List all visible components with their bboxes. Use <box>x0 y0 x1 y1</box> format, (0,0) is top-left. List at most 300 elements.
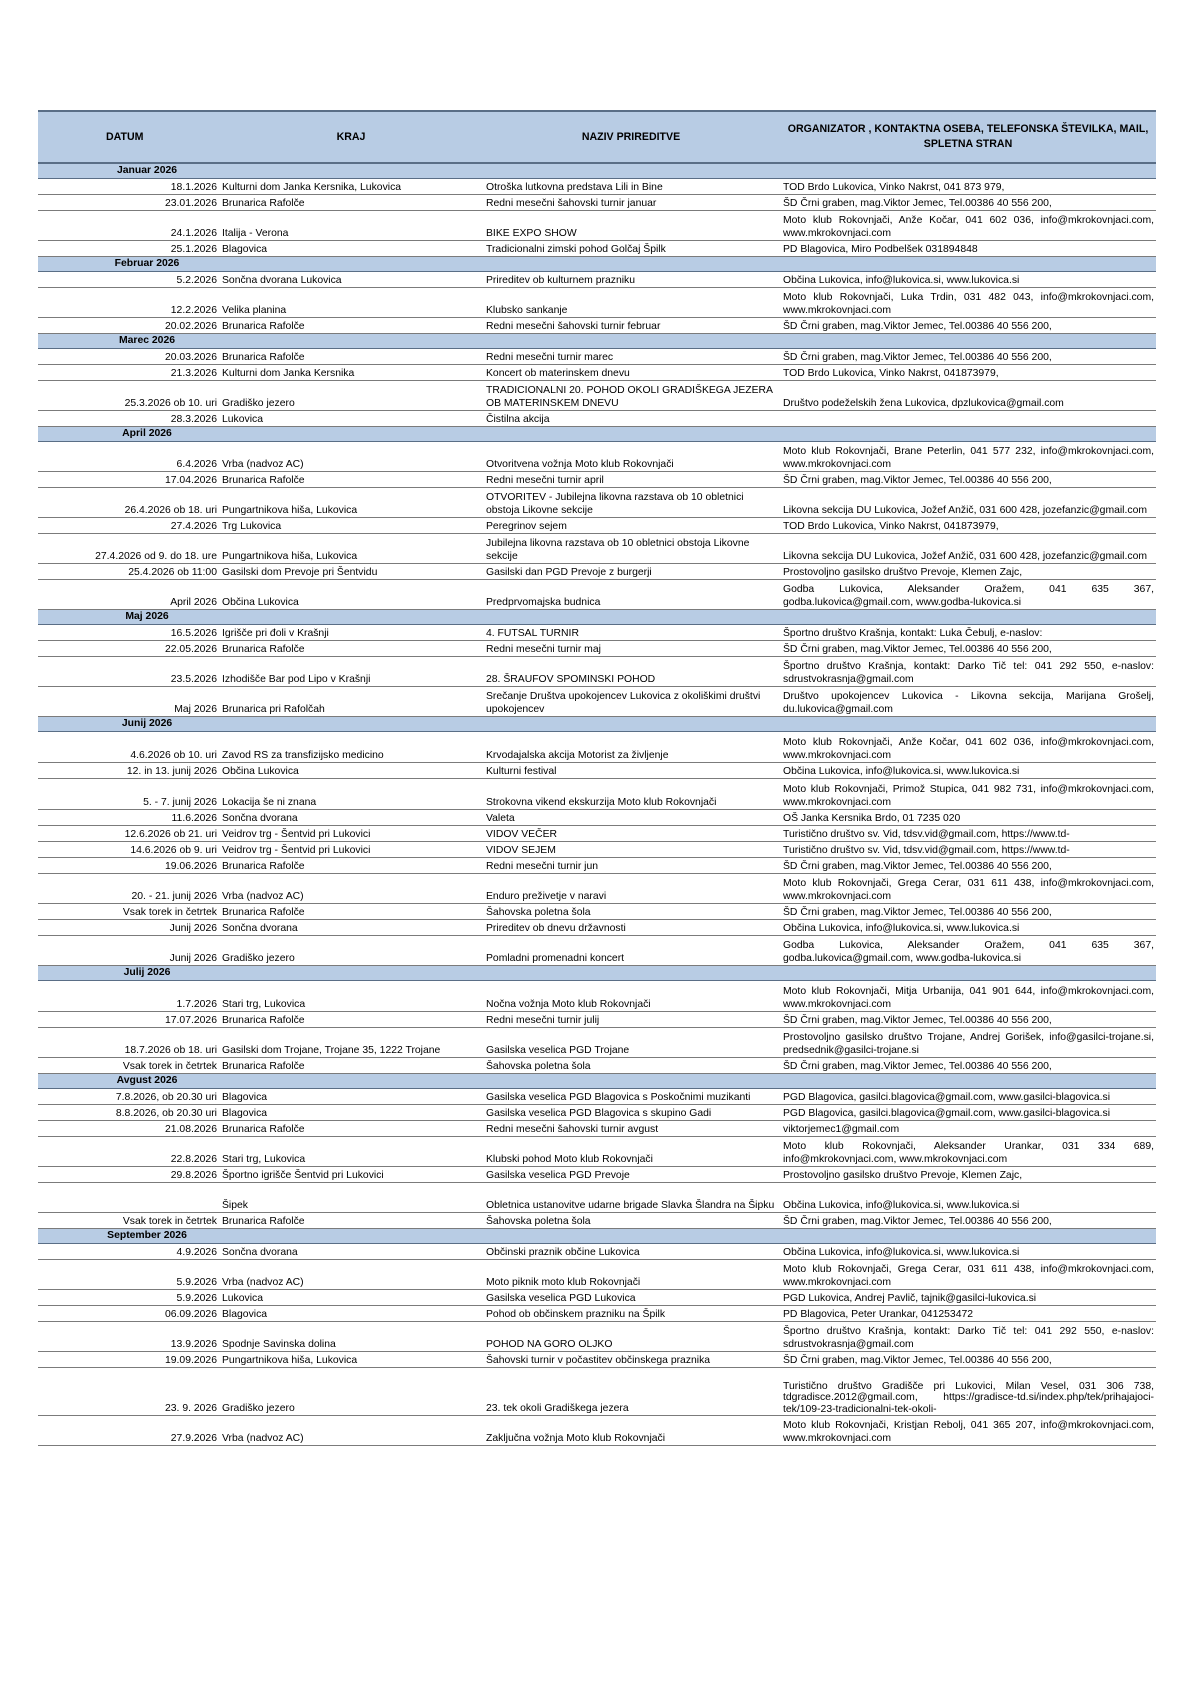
cell-naziv: VIDOV SEJEM <box>482 842 780 858</box>
table-row <box>38 211 1156 241</box>
cell-organizator: OŠ Janka Kersnika Brdo, 01 7235 020 <box>780 810 1156 826</box>
cell-datum: Junij 2026 <box>38 920 220 936</box>
cell-naziv: Klubsko sankanje <box>482 288 780 318</box>
cell-naziv: Gasilska veselica PGD Prevoje <box>482 1167 780 1183</box>
cell-naziv: Zaključna vožnja Moto klub Rokovnjači <box>482 1416 780 1446</box>
cell-organizator: ŠD Črni graben, mag.Viktor Jemec, Tel.00386 40 556 200, <box>780 318 1156 334</box>
cell-organizator: ŠD Črni graben, mag.Viktor Jemec, Tel.00386 40 556 200, <box>780 349 1156 365</box>
cell-kraj: Brunarica Rafolče <box>220 349 482 365</box>
cell-naziv: Krvodajalska akcija Motorist za življenje <box>482 732 780 763</box>
month-row-filler <box>780 257 1156 272</box>
cell-organizator: Likovna sekcija DU Lukovica, Jožef Anžič, 031 600 428, jozefanzic@gmail.com <box>780 534 1156 564</box>
month-row-filler <box>220 1229 482 1244</box>
cell-datum: 23.5.2026 <box>38 657 220 687</box>
cell-kraj: Veidrov trg - Šentvid pri Lukovici <box>220 826 482 842</box>
cell-naziv: VIDOV VEČER <box>482 826 780 842</box>
cell-naziv: Gasilska veselica PGD Blagovica s skupino Gadi <box>482 1105 780 1121</box>
table-row <box>38 1012 1156 1028</box>
month-row <box>38 717 1156 732</box>
month-row <box>38 966 1156 981</box>
cell-datum: 17.04.2026 <box>38 472 220 488</box>
cell-organizator: Društvo upokojencev Lukovica - Likovna sekcija, Marijana Grošelj, du.lukovica@gmail.com <box>780 687 1156 717</box>
month-row-filler <box>780 966 1156 981</box>
cell-organizator: PGD Lukovica, Andrej Pavlič, tajnik@gasilci-lukovica.si <box>780 1290 1156 1306</box>
cell-naziv: Redni mesečni turnir maj <box>482 641 780 657</box>
cell-naziv: OTVORITEV - Jubilejna likovna razstava ob 10 obletnici obstoja Likovne sekcije <box>482 488 780 518</box>
cell-naziv: Gasilska veselica PGD Lukovica <box>482 1290 780 1306</box>
cell-datum: 8.8.2026, ob 20.30 uri <box>38 1105 220 1121</box>
cell-datum: 06.09.2026 <box>38 1306 220 1322</box>
cell-organizator: Moto klub Rokovnjači, Kristjan Rebolj, 041 365 207, info@mkrokovnjaci.com, www.mkrokovnjaci.com <box>780 1416 1156 1446</box>
cell-datum: 5. - 7. junij 2026 <box>38 779 220 810</box>
cell-organizator: ŠD Črni graben, mag.Viktor Jemec, Tel.00386 40 556 200, <box>780 1352 1156 1368</box>
cell-datum: 27.4.2026 od 9. do 18. ure <box>38 534 220 564</box>
cell-kraj: Lokacija še ni znana <box>220 779 482 810</box>
table-row <box>38 874 1156 904</box>
cell-kraj: Pungartnikova hiša, Lukovica <box>220 1352 482 1368</box>
cell-naziv: Redni mesečni šahovski turnir januar <box>482 195 780 211</box>
cell-kraj: Lukovica <box>220 411 482 427</box>
cell-naziv: Gasilski dan PGD Prevoje z burgerji <box>482 564 780 580</box>
month-row-filler <box>780 1229 1156 1244</box>
cell-organizator: PD Blagovica, Miro Podbelšek 031894848 <box>780 241 1156 257</box>
cell-kraj: Pungartnikova hiša, Lukovica <box>220 488 482 518</box>
cell-organizator: Moto klub Rokovnjači, Grega Cerar, 031 611 438, info@mkrokovnjaci.com, www.mkrokovnjaci.com <box>780 874 1156 904</box>
cell-datum: 16.5.2026 <box>38 625 220 641</box>
cell-datum: 5.2.2026 <box>38 272 220 288</box>
cell-kraj: Izhodišče Bar pod Lipo v Krašnji <box>220 657 482 687</box>
cell-organizator: Prostovoljno gasilsko društvo Prevoje, Klemen Zajc, <box>780 564 1156 580</box>
cell-kraj: Kulturni dom Janka Kersnika <box>220 365 482 381</box>
cell-organizator: Godba Lukovica, Aleksander Oražem, 041 635 367, godba.lukovica@gmail.com, www.godba-lukovica.si <box>780 580 1156 610</box>
cell-datum: Vsak torek in četrtek <box>38 904 220 920</box>
cell-kraj: Občina Lukovica <box>220 580 482 610</box>
table-row <box>38 842 1156 858</box>
cell-kraj: Blagovica <box>220 241 482 257</box>
cell-organizator: PGD Blagovica, gasilci.blagovica@gmail.com, www.gasilci-blagovica.si <box>780 1105 1156 1121</box>
month-row-filler <box>482 1074 780 1089</box>
cell-datum: 11.6.2026 <box>38 810 220 826</box>
table-row <box>38 936 1156 966</box>
cell-naziv: Enduro preživetje v naravi <box>482 874 780 904</box>
table-row <box>38 534 1156 564</box>
table-row <box>38 657 1156 687</box>
cell-kraj: Brunarica pri Rafolčah <box>220 687 482 717</box>
cell-organizator: Moto klub Rokovnjači, Brane Peterlin, 041 577 232, info@mkrokovnjaci.com, www.mkrokovnjaci.com <box>780 442 1156 472</box>
cell-kraj: Gasilski dom Trojane, Trojane 35, 1222 Trojane <box>220 1028 482 1058</box>
cell-kraj: Vrba (nadvoz AC) <box>220 1416 482 1446</box>
table-row <box>38 779 1156 810</box>
cell-naziv: Klubski pohod Moto klub Rokovnjači <box>482 1137 780 1167</box>
table-row <box>38 1260 1156 1290</box>
cell-datum <box>38 1183 220 1213</box>
month-label: April 2026 <box>38 427 220 442</box>
cell-naziv: TRADICIONALNI 20. POHOD OKOLI GRADIŠKEGA JEZERA OB MATERINSKEM DNEVU <box>482 381 780 411</box>
cell-naziv: Otvoritvena vožnja Moto klub Rokovnjači <box>482 442 780 472</box>
cell-datum: 22.05.2026 <box>38 641 220 657</box>
table-row <box>38 195 1156 211</box>
month-label: Avgust 2026 <box>38 1074 220 1089</box>
cell-naziv: Obletnica ustanovitve udarne brigade Slavka Šlandra na Šipku <box>482 1183 780 1213</box>
table-row <box>38 365 1156 381</box>
cell-datum: 4.6.2026 ob 10. uri <box>38 732 220 763</box>
cell-datum: 20.02.2026 <box>38 318 220 334</box>
cell-kraj: Blagovica <box>220 1089 482 1105</box>
cell-datum: 13.9.2026 <box>38 1322 220 1352</box>
cell-datum: 18.7.2026 ob 18. uri <box>38 1028 220 1058</box>
cell-kraj: Stari trg, Lukovica <box>220 981 482 1012</box>
cell-kraj: Brunarica Rafolče <box>220 858 482 874</box>
table-row <box>38 1244 1156 1260</box>
cell-naziv: Otroška lutkovna predstava Lili in Bine <box>482 179 780 195</box>
table-row <box>38 810 1156 826</box>
cell-organizator: ŠD Črni graben, mag.Viktor Jemec, Tel.00386 40 556 200, <box>780 641 1156 657</box>
cell-datum: 14.6.2026 ob 9. uri <box>38 842 220 858</box>
table-row <box>38 858 1156 874</box>
cell-organizator: PGD Blagovica, gasilci.blagovica@gmail.com, www.gasilci-blagovica.si <box>780 1089 1156 1105</box>
month-row-filler <box>482 163 780 179</box>
month-row-filler <box>482 717 780 732</box>
cell-organizator: Športno društvo Krašnja, kontakt: Darko Tič tel: 041 292 550, e-naslov: sdrustvokrasnja@gmail.com <box>780 657 1156 687</box>
month-label: Januar 2026 <box>38 163 220 179</box>
cell-datum: 23. 9. 2026 <box>38 1368 220 1416</box>
month-row-filler <box>482 1229 780 1244</box>
table-row <box>38 318 1156 334</box>
table-row <box>38 1306 1156 1322</box>
cell-naziv: Moto piknik moto klub Rokovnjači <box>482 1260 780 1290</box>
table-row <box>38 732 1156 763</box>
cell-organizator: Občina Lukovica, info@lukovica.si, www.lukovica.si <box>780 920 1156 936</box>
month-row <box>38 610 1156 625</box>
cell-kraj: Sončna dvorana <box>220 810 482 826</box>
cell-naziv: Strokovna vikend ekskurzija Moto klub Rokovnjači <box>482 779 780 810</box>
cell-naziv: Pomladni promenadni koncert <box>482 936 780 966</box>
cell-naziv: Šahovski turnir v počastitev občinskega praznika <box>482 1352 780 1368</box>
month-row <box>38 257 1156 272</box>
cell-datum: 27.4.2026 <box>38 518 220 534</box>
cell-kraj: Gradiško jezero <box>220 936 482 966</box>
cell-kraj: Brunarica Rafolče <box>220 641 482 657</box>
cell-naziv: Gasilska veselica PGD Trojane <box>482 1028 780 1058</box>
cell-datum: 20. - 21. junij 2026 <box>38 874 220 904</box>
cell-naziv: Redni mesečni turnir april <box>482 472 780 488</box>
cell-naziv: Prireditev ob dnevu državnosti <box>482 920 780 936</box>
table-row <box>38 826 1156 842</box>
header-naziv: NAZIV PRIREDITVE <box>482 111 780 163</box>
cell-organizator: TOD Brdo Lukovica, Vinko Nakrst, 041873979, <box>780 518 1156 534</box>
month-row-filler <box>482 257 780 272</box>
cell-naziv: BIKE EXPO SHOW <box>482 211 780 241</box>
cell-naziv: Peregrinov sejem <box>482 518 780 534</box>
table-row <box>38 349 1156 365</box>
cell-kraj: Sončna dvorana Lukovica <box>220 272 482 288</box>
month-row-filler <box>780 1074 1156 1089</box>
cell-kraj: Vrba (nadvoz AC) <box>220 442 482 472</box>
month-row <box>38 1074 1156 1089</box>
cell-organizator: viktorjemec1@gmail.com <box>780 1121 1156 1137</box>
cell-organizator: ŠD Črni graben, mag.Viktor Jemec, Tel.00386 40 556 200, <box>780 904 1156 920</box>
cell-kraj: Brunarica Rafolče <box>220 1058 482 1074</box>
cell-kraj: Kulturni dom Janka Kersnika, Lukovica <box>220 179 482 195</box>
cell-datum: 21.08.2026 <box>38 1121 220 1137</box>
cell-naziv: Občinski praznik občine Lukovica <box>482 1244 780 1260</box>
cell-organizator: ŠD Črni graben, mag.Viktor Jemec, Tel.00386 40 556 200, <box>780 1058 1156 1074</box>
cell-organizator: Prostovoljno gasilsko društvo Prevoje, Klemen Zajc, <box>780 1167 1156 1183</box>
cell-datum: 25.1.2026 <box>38 241 220 257</box>
month-row-filler <box>482 334 780 349</box>
cell-kraj: Gradiško jezero <box>220 381 482 411</box>
cell-kraj: Pungartnikova hiša, Lukovica <box>220 534 482 564</box>
cell-datum: 12.6.2026 ob 21. uri <box>38 826 220 842</box>
month-row-filler <box>780 717 1156 732</box>
cell-naziv: Predprvomajska budnica <box>482 580 780 610</box>
cell-naziv: Redni mesečni šahovski turnir februar <box>482 318 780 334</box>
cell-organizator <box>780 411 1156 427</box>
cell-kraj: Igrišče pri đoli v Krašnji <box>220 625 482 641</box>
cell-datum: 29.8.2026 <box>38 1167 220 1183</box>
cell-datum: 1.7.2026 <box>38 981 220 1012</box>
cell-kraj: Zavod RS za transfizijsko medicino <box>220 732 482 763</box>
table-row <box>38 1290 1156 1306</box>
month-label: Julij 2026 <box>38 966 220 981</box>
cell-datum: 12.2.2026 <box>38 288 220 318</box>
cell-kraj: Sončna dvorana <box>220 920 482 936</box>
cell-organizator: Občina Lukovica, info@lukovica.si, www.lukovica.si <box>780 763 1156 779</box>
cell-organizator: Moto klub Rokovnjači, Luka Trdin, 031 482 043, info@mkrokovnjaci.com, www.mkrokovnjaci.com <box>780 288 1156 318</box>
table-row <box>38 381 1156 411</box>
cell-naziv: 28. ŠRAUFOV SPOMINSKI POHOD <box>482 657 780 687</box>
cell-organizator: Turistično društvo sv. Vid, tdsv.vid@gmail.com, https://www.td- <box>780 826 1156 842</box>
table-row <box>38 442 1156 472</box>
table-row <box>38 1121 1156 1137</box>
cell-kraj: Občina Lukovica <box>220 763 482 779</box>
table-row <box>38 1322 1156 1352</box>
cell-datum: 12. in 13. junij 2026 <box>38 763 220 779</box>
month-row-filler <box>220 427 482 442</box>
cell-datum: 24.1.2026 <box>38 211 220 241</box>
cell-organizator: ŠD Črni graben, mag.Viktor Jemec, Tel.00386 40 556 200, <box>780 472 1156 488</box>
cell-kraj: Veidrov trg - Šentvid pri Lukovici <box>220 842 482 858</box>
cell-kraj: Blagovica <box>220 1105 482 1121</box>
table-row <box>38 1137 1156 1167</box>
cell-datum: Junij 2026 <box>38 936 220 966</box>
cell-naziv: Čistilna akcija <box>482 411 780 427</box>
cell-naziv: Pohod ob občinskem prazniku na Špilk <box>482 1306 780 1322</box>
table-row <box>38 1089 1156 1105</box>
cell-naziv: 4. FUTSAL TURNIR <box>482 625 780 641</box>
cell-kraj: Brunarica Rafolče <box>220 1012 482 1028</box>
cell-datum: 19.06.2026 <box>38 858 220 874</box>
month-row-filler <box>220 163 482 179</box>
table-row <box>38 625 1156 641</box>
table-row <box>38 1058 1156 1074</box>
table-row <box>38 641 1156 657</box>
cell-organizator: TOD Brdo Lukovica, Vinko Nakrst, 041873979, <box>780 365 1156 381</box>
cell-organizator: ŠD Črni graben, mag.Viktor Jemec, Tel.00386 40 556 200, <box>780 1213 1156 1229</box>
cell-organizator: Turistično društvo Gradišče pri Lukovici, Milan Vesel, 031 306 738, tdgradisce.2012@gmail.com, https://gradisce-td.si/index.php/tek/prihajajoci-tek/109-23-tradicionalni-tek-okoli- <box>780 1368 1156 1416</box>
month-label: Maj 2026 <box>38 610 220 625</box>
cell-datum: 28.3.2026 <box>38 411 220 427</box>
cell-kraj: Trg Lukovica <box>220 518 482 534</box>
table-row <box>38 411 1156 427</box>
table-row <box>38 1028 1156 1058</box>
cell-datum: 5.9.2026 <box>38 1260 220 1290</box>
table-row <box>38 179 1156 195</box>
cell-kraj: Lukovica <box>220 1290 482 1306</box>
month-row <box>38 1229 1156 1244</box>
cell-kraj: Velika planina <box>220 288 482 318</box>
cell-naziv: Šahovska poletna šola <box>482 904 780 920</box>
cell-kraj: Sončna dvorana <box>220 1244 482 1260</box>
cell-naziv: Valeta <box>482 810 780 826</box>
month-label: September 2026 <box>38 1229 220 1244</box>
events-table <box>38 110 1156 1446</box>
table-row <box>38 241 1156 257</box>
cell-organizator: ŠD Črni graben, mag.Viktor Jemec, Tel.00386 40 556 200, <box>780 195 1156 211</box>
cell-naziv: Kulturni festival <box>482 763 780 779</box>
table-body <box>38 163 1156 1446</box>
month-label: Februar 2026 <box>38 257 220 272</box>
table-row <box>38 1416 1156 1446</box>
cell-naziv: Redni mesečni turnir jun <box>482 858 780 874</box>
cell-datum: 22.8.2026 <box>38 1137 220 1167</box>
month-row-filler <box>482 610 780 625</box>
table-row <box>38 272 1156 288</box>
table-row <box>38 472 1156 488</box>
cell-organizator: Občina Lukovica, info@lukovica.si, www.lukovica.si <box>780 1183 1156 1213</box>
cell-naziv: Šahovska poletna šola <box>482 1213 780 1229</box>
cell-organizator: TOD Brdo Lukovica, Vinko Nakrst, 041 873 979, <box>780 179 1156 195</box>
cell-datum: 21.3.2026 <box>38 365 220 381</box>
table-row <box>38 564 1156 580</box>
cell-kraj: Šipek <box>220 1183 482 1213</box>
cell-naziv: Prireditev ob kulturnem prazniku <box>482 272 780 288</box>
table-row <box>38 763 1156 779</box>
cell-organizator: Moto klub Rokovnjači, Anže Kočar, 041 602 036, info@mkrokovnjaci.com, www.mkrokovnjaci.com <box>780 211 1156 241</box>
cell-organizator: Likovna sekcija DU Lukovica, Jožef Anžič, 031 600 428, jozefanzic@gmail.com <box>780 488 1156 518</box>
cell-datum: 26.4.2026 ob 18. uri <box>38 488 220 518</box>
cell-kraj: Vrba (nadvoz AC) <box>220 874 482 904</box>
month-row-filler <box>780 163 1156 179</box>
cell-datum: 27.9.2026 <box>38 1416 220 1446</box>
cell-datum: 25.4.2026 ob 11:00 <box>38 564 220 580</box>
cell-datum: 6.4.2026 <box>38 442 220 472</box>
cell-datum: Vsak torek in četrtek <box>38 1213 220 1229</box>
cell-kraj: Vrba (nadvoz AC) <box>220 1260 482 1290</box>
cell-kraj: Gasilski dom Prevoje pri Šentvidu <box>220 564 482 580</box>
cell-organizator: ŠD Črni graben, mag.Viktor Jemec, Tel.00386 40 556 200, <box>780 858 1156 874</box>
cell-naziv: POHOD NA GORO OLJKO <box>482 1322 780 1352</box>
month-row-filler <box>220 717 482 732</box>
table-row <box>38 1368 1156 1416</box>
cell-organizator: Športno društvo Krašnja, kontakt: Luka Čebulj, e-naslov: <box>780 625 1156 641</box>
cell-organizator: Turistično društvo sv. Vid, tdsv.vid@gmail.com, https://www.td- <box>780 842 1156 858</box>
table-row <box>38 488 1156 518</box>
month-row-filler <box>220 610 482 625</box>
cell-organizator: Moto klub Rokovnjači, Grega Cerar, 031 611 438, info@mkrokovnjaci.com, www.mkrokovnjaci.com <box>780 1260 1156 1290</box>
cell-datum: 7.8.2026, ob 20.30 uri <box>38 1089 220 1105</box>
cell-organizator: Športno društvo Krašnja, kontakt: Darko Tič tel: 041 292 550, e-naslov: sdrustvokrasnja@gmail.com <box>780 1322 1156 1352</box>
cell-datum: 4.9.2026 <box>38 1244 220 1260</box>
cell-naziv: 23. tek okoli Gradiškega jezera <box>482 1368 780 1416</box>
table-row <box>38 920 1156 936</box>
cell-organizator: PD Blagovica, Peter Urankar, 041253472 <box>780 1306 1156 1322</box>
cell-naziv: Redni mesečni šahovski turnir avgust <box>482 1121 780 1137</box>
cell-naziv: Nočna vožnja Moto klub Rokovnjači <box>482 981 780 1012</box>
cell-kraj: Brunarica Rafolče <box>220 318 482 334</box>
cell-kraj: Gradiško jezero <box>220 1368 482 1416</box>
cell-kraj: Športno igrišče Šentvid pri Lukovici <box>220 1167 482 1183</box>
header-organizator: ORGANIZATOR , KONTAKTNA OSEBA, TELEFONSKA ŠTEVILKA, MAIL, SPLETNA STRAN <box>780 111 1156 163</box>
table-row <box>38 1167 1156 1183</box>
month-label: Marec 2026 <box>38 334 220 349</box>
cell-datum: 20.03.2026 <box>38 349 220 365</box>
month-row-filler <box>220 257 482 272</box>
cell-organizator: Moto klub Rokovnjači, Primož Stupica, 041 982 731, info@mkrokovnjaci.com, www.mkrokovnjaci.com <box>780 779 1156 810</box>
cell-kraj: Brunarica Rafolče <box>220 1213 482 1229</box>
month-row-filler <box>482 966 780 981</box>
cell-datum: 5.9.2026 <box>38 1290 220 1306</box>
table-row <box>38 518 1156 534</box>
month-row-filler <box>220 1074 482 1089</box>
table-row <box>38 1105 1156 1121</box>
cell-organizator: Moto klub Rokovnjači, Aleksander Urankar, 031 334 689, info@mkrokovnjaci.com, www.mkrokovnjaci.com <box>780 1137 1156 1167</box>
cell-kraj: Stari trg, Lukovica <box>220 1137 482 1167</box>
table-row <box>38 981 1156 1012</box>
month-row-filler <box>780 427 1156 442</box>
month-row-filler <box>482 427 780 442</box>
cell-datum: April 2026 <box>38 580 220 610</box>
month-row <box>38 427 1156 442</box>
month-row-filler <box>220 334 482 349</box>
month-label: Junij 2026 <box>38 717 220 732</box>
table-header <box>38 111 1156 163</box>
month-row <box>38 334 1156 349</box>
cell-kraj: Blagovica <box>220 1306 482 1322</box>
cell-datum: 17.07.2026 <box>38 1012 220 1028</box>
cell-organizator: Prostovoljno gasilsko društvo Trojane, Andrej Gorišek, info@gasilci-trojane.si, predsednik@gasilci-trojane.si <box>780 1028 1156 1058</box>
cell-naziv: Jubilejna likovna razstava ob 10 obletnici obstoja Likovne sekcije <box>482 534 780 564</box>
cell-kraj: Brunarica Rafolče <box>220 472 482 488</box>
cell-organizator: Godba Lukovica, Aleksander Oražem, 041 635 367, godba.lukovica@gmail.com, www.godba-lukovica.si <box>780 936 1156 966</box>
cell-kraj: Italija - Verona <box>220 211 482 241</box>
cell-naziv: Šahovska poletna šola <box>482 1058 780 1074</box>
cell-organizator: ŠD Črni graben, mag.Viktor Jemec, Tel.00386 40 556 200, <box>780 1012 1156 1028</box>
header-datum: DATUM <box>38 111 220 163</box>
cell-datum: 18.1.2026 <box>38 179 220 195</box>
cell-naziv: Redni mesečni turnir julij <box>482 1012 780 1028</box>
table-row <box>38 1183 1156 1213</box>
cell-datum: 19.09.2026 <box>38 1352 220 1368</box>
table-row <box>38 288 1156 318</box>
month-row-filler <box>780 334 1156 349</box>
table-row <box>38 904 1156 920</box>
cell-naziv: Koncert ob materinskem dnevu <box>482 365 780 381</box>
table-row <box>38 580 1156 610</box>
cell-naziv: Tradicionalni zimski pohod Golčaj Špilk <box>482 241 780 257</box>
header-kraj: KRAJ <box>220 111 482 163</box>
cell-kraj: Brunarica Rafolče <box>220 195 482 211</box>
cell-datum: 25.3.2026 ob 10. uri <box>38 381 220 411</box>
cell-organizator: Občina Lukovica, info@lukovica.si, www.lukovica.si <box>780 272 1156 288</box>
cell-datum: Maj 2026 <box>38 687 220 717</box>
cell-naziv: Redni mesečni turnir marec <box>482 349 780 365</box>
cell-datum: 23.01.2026 <box>38 195 220 211</box>
cell-datum: Vsak torek in četrtek <box>38 1058 220 1074</box>
cell-kraj: Brunarica Rafolče <box>220 904 482 920</box>
table-row <box>38 1352 1156 1368</box>
cell-naziv: Srečanje Društva upokojencev Lukovica z okoliškimi društvi upokojencev <box>482 687 780 717</box>
